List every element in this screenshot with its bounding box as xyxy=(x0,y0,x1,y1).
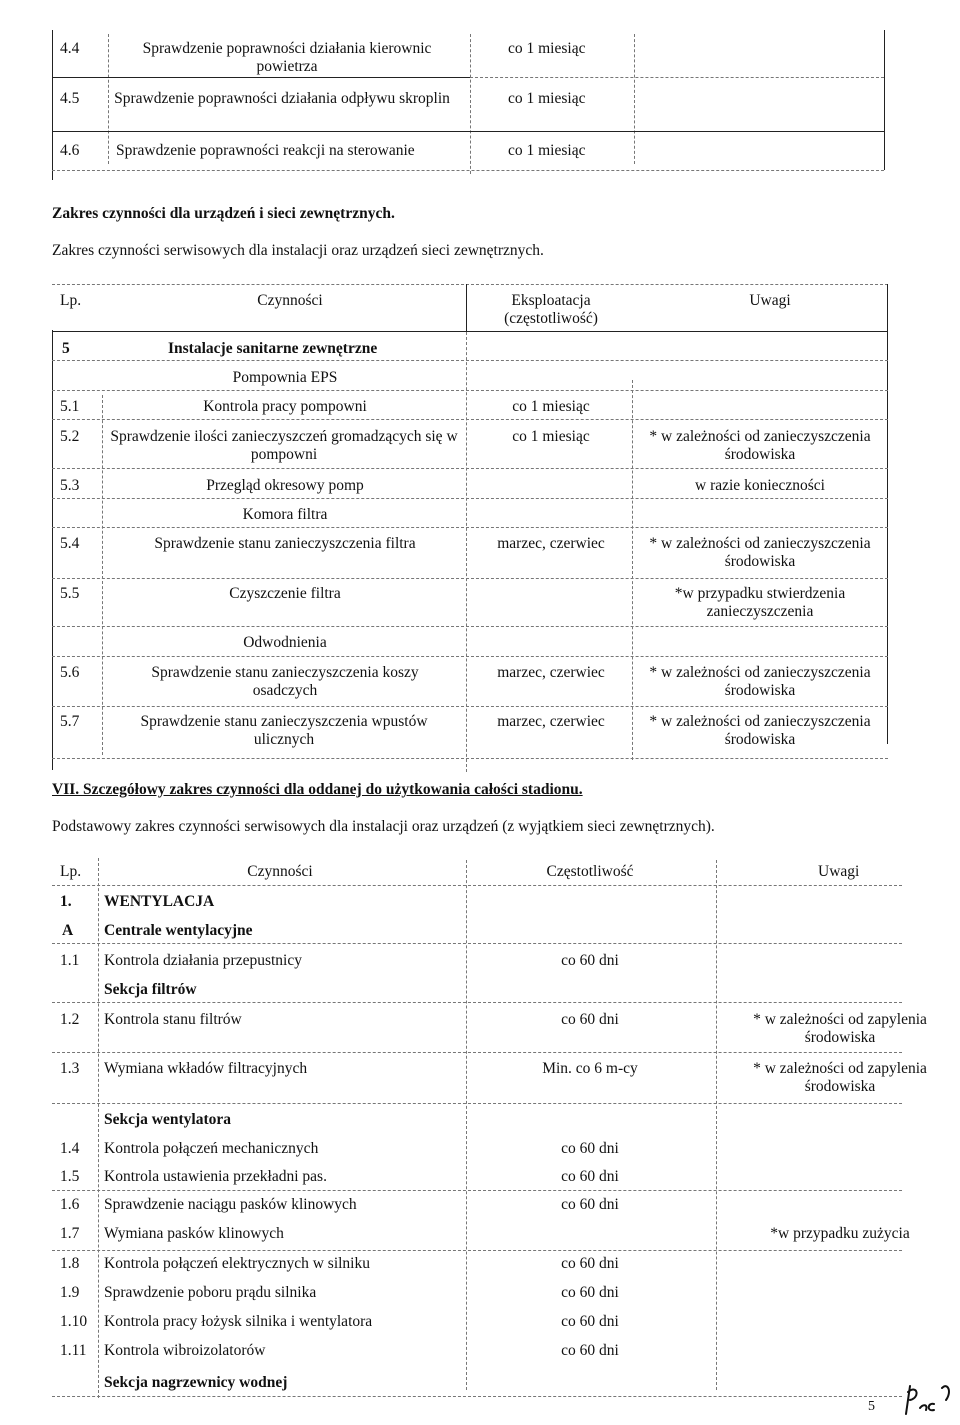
row-activity: Sprawdzenie stanu zanieczyszczenia wpustów ulicznych xyxy=(140,713,428,748)
row-activity: Wymiana pasków klinowych xyxy=(104,1225,284,1242)
row-divider xyxy=(52,885,902,886)
row-activity: Sprawdzenie poprawności reakcji na sterowanie xyxy=(116,142,415,159)
row-divider xyxy=(52,1002,902,1003)
row-divider xyxy=(52,331,888,332)
row-divider xyxy=(52,1052,902,1053)
column-divider xyxy=(466,860,467,1390)
table-border-left xyxy=(52,330,53,770)
header-activity: Czynności xyxy=(257,292,323,309)
header-notes: Uwagi xyxy=(818,863,860,880)
column-divider xyxy=(466,284,467,332)
row-divider xyxy=(52,419,888,420)
row-activity: Kontrola ustawienia przekładni pas. xyxy=(104,1168,327,1185)
row-divider xyxy=(52,1250,902,1251)
row-lp: 5.7 xyxy=(60,713,80,730)
row-frequency: co 1 miesiąc xyxy=(512,428,590,445)
table-border-right xyxy=(884,30,885,170)
row-activity: Kontrola pracy pompowni xyxy=(203,398,367,415)
row-lp: 5.2 xyxy=(60,428,80,445)
row-divider xyxy=(52,498,888,499)
row-notes: * w zależności od zapylenia środowiska xyxy=(753,1011,927,1046)
row-activity: Sprawdzenie stanu zanieczyszczenia koszy osadczych xyxy=(151,664,419,699)
row-lp: 1.9 xyxy=(60,1284,80,1301)
subgroup-title: Pompownia EPS xyxy=(232,369,338,386)
section-fan-title: Sekcja wentylatora xyxy=(104,1111,231,1128)
subgroup-title: Odwodnienia xyxy=(243,634,327,651)
column-divider xyxy=(716,860,717,1390)
header-notes: Uwagi xyxy=(749,292,791,309)
row-lp: 4.5 xyxy=(60,90,80,107)
row-lp: 1.1 xyxy=(60,952,80,969)
row-activity: Czyszczenie filtra xyxy=(229,585,341,602)
header-activity: Czynności xyxy=(247,863,313,880)
row-lp: 4.4 xyxy=(60,40,80,57)
row-activity: Sprawdzenie naciągu pasków klinowych xyxy=(104,1196,357,1213)
row-notes: * w zależności od zanieczyszczenia środowiska xyxy=(649,713,871,748)
row-divider xyxy=(52,626,888,627)
row-frequency: co 60 dni xyxy=(561,1196,619,1213)
row-lp: 1.10 xyxy=(60,1313,88,1330)
row-activity: Sprawdzenie stanu zanieczyszczenia filtra xyxy=(154,535,416,552)
row-activity: Sprawdzenie poprawności działania kierownic powietrza xyxy=(142,40,432,75)
section-heading: VII. Szczegółowy zakres czynności dla oddanej do użytkowania całości stadionu. xyxy=(52,781,583,798)
header-lp: Lp. xyxy=(60,292,82,309)
row-frequency: co 60 dni xyxy=(561,1255,619,1272)
subgroup-lp: A xyxy=(62,922,74,939)
header-lp: Lp. xyxy=(60,863,82,880)
table-border-left xyxy=(52,30,53,180)
group-lp: 5 xyxy=(62,340,70,357)
section-intro: Zakres czynności serwisowych dla instalacji oraz urządzeń sieci zewnętrznych. xyxy=(52,242,544,259)
row-notes: w razie konieczności xyxy=(695,477,825,494)
row-divider xyxy=(52,656,888,657)
column-divider xyxy=(632,380,633,760)
column-divider xyxy=(102,395,103,755)
row-lp: 5.4 xyxy=(60,535,80,552)
row-divider xyxy=(52,578,888,579)
section-heading: Zakres czynności dla urządzeń i sieci zewnętrznych. xyxy=(52,205,395,222)
row-divider xyxy=(52,1190,902,1191)
row-divider xyxy=(52,360,888,361)
row-notes: *w przypadku stwierdzenia zanieczyszczenia xyxy=(674,585,846,620)
row-frequency: co 60 dni xyxy=(561,1284,619,1301)
column-divider xyxy=(634,34,635,164)
row-frequency: marzec, czerwiec xyxy=(497,713,605,730)
row-notes: * w zależności od zapylenia środowiska xyxy=(753,1060,927,1095)
row-lp: 1.8 xyxy=(60,1255,80,1272)
row-activity: Wymiana wkładów filtracyjnych xyxy=(104,1060,308,1077)
row-frequency: co 1 miesiąc xyxy=(508,142,586,159)
row-frequency: co 1 miesiąc xyxy=(508,40,586,57)
table-border-top xyxy=(52,284,888,285)
table-border-bottom xyxy=(52,758,888,759)
row-divider xyxy=(52,706,888,707)
row-lp: 1.3 xyxy=(60,1060,80,1077)
row-notes: * w zależności od zanieczyszczenia środowiska xyxy=(649,535,871,570)
row-activity: Kontrola działania przepustnicy xyxy=(104,952,302,969)
row-frequency: co 1 miesiąc xyxy=(508,90,586,107)
row-divider xyxy=(52,131,884,132)
row-lp: 5.3 xyxy=(60,477,80,494)
row-lp: 1.6 xyxy=(60,1196,80,1213)
row-lp: 1.4 xyxy=(60,1140,80,1157)
row-activity: Kontrola wibroizolatorów xyxy=(104,1342,266,1359)
row-frequency: co 60 dni xyxy=(561,1313,619,1330)
row-notes: * w zależności od zanieczyszczenia środowiska xyxy=(649,428,871,463)
row-frequency: co 60 dni xyxy=(561,1140,619,1157)
row-activity: Sprawdzenie ilości zanieczyszczeń gromadzących się w pompowni xyxy=(110,428,458,463)
section-intro: Podstawowy zakres czynności serwisowych dla instalacji oraz urządzeń (z wyjątkiem sieci zewnętrznych). xyxy=(52,818,715,835)
section-heater-title: Sekcja nagrzewnicy wodnej xyxy=(104,1374,288,1391)
column-divider xyxy=(470,34,471,174)
column-divider xyxy=(98,858,99,1398)
header-frequency: Eksploatacja (częstotliwość) xyxy=(504,292,598,327)
row-lp: 1.5 xyxy=(60,1168,80,1185)
row-lp: 5.6 xyxy=(60,664,80,681)
column-divider xyxy=(108,34,109,164)
row-lp: 5.1 xyxy=(60,398,80,415)
row-activity: Kontrola połączeń mechanicznych xyxy=(104,1140,319,1157)
row-lp: 5.5 xyxy=(60,585,80,602)
row-divider xyxy=(52,170,884,171)
group-lp: 1. xyxy=(60,893,72,910)
row-frequency: Min. co 6 m-cy xyxy=(542,1060,638,1077)
row-divider xyxy=(470,77,884,78)
row-notes: *w przypadku zużycia xyxy=(770,1225,910,1242)
row-activity: Kontrola pracy łożysk silnika i wentylatora xyxy=(104,1313,373,1330)
row-frequency: marzec, czerwiec xyxy=(497,664,605,681)
row-frequency: co 60 dni xyxy=(561,952,619,969)
row-activity: Kontrola połączeń elektrycznych w silniku xyxy=(104,1255,370,1272)
row-frequency: marzec, czerwiec xyxy=(497,535,605,552)
row-activity: Kontrola stanu filtrów xyxy=(104,1011,242,1028)
group-title: Instalacje sanitarne zewnętrzne xyxy=(168,340,378,357)
row-lp: 1.7 xyxy=(60,1225,80,1242)
row-notes: * w zależności od zanieczyszczenia środowiska xyxy=(649,664,871,699)
header-frequency: Częstotliwość xyxy=(546,863,634,880)
row-divider xyxy=(52,468,888,469)
row-divider xyxy=(52,943,902,944)
row-frequency: co 60 dni xyxy=(561,1168,619,1185)
row-frequency: co 60 dni xyxy=(561,1342,619,1359)
row-frequency: co 60 dni xyxy=(561,1011,619,1028)
signature-initials xyxy=(898,1378,954,1418)
row-divider xyxy=(52,390,888,391)
row-divider xyxy=(52,77,470,78)
row-lp: 1.11 xyxy=(60,1342,87,1359)
section-filters-title: Sekcja filtrów xyxy=(104,981,197,998)
page-number: 5 xyxy=(868,1399,875,1414)
row-activity: Sprawdzenie poboru prądu silnika xyxy=(104,1284,317,1301)
row-lp: 4.6 xyxy=(60,142,80,159)
group-title: WENTYLACJA xyxy=(104,893,215,910)
row-lp: 1.2 xyxy=(60,1011,80,1028)
row-activity: Przegląd okresowy pomp xyxy=(206,477,364,494)
row-activity: Sprawdzenie poprawności działania odpływu skroplin xyxy=(114,90,450,107)
table-border-right xyxy=(887,284,888,744)
row-divider xyxy=(52,1103,902,1104)
table-border-bottom xyxy=(52,1396,902,1397)
subgroup-title: Centrale wentylacyjne xyxy=(104,922,253,939)
row-frequency: co 1 miesiąc xyxy=(512,398,590,415)
row-divider xyxy=(52,527,888,528)
subgroup-title: Komora filtra xyxy=(242,506,328,523)
